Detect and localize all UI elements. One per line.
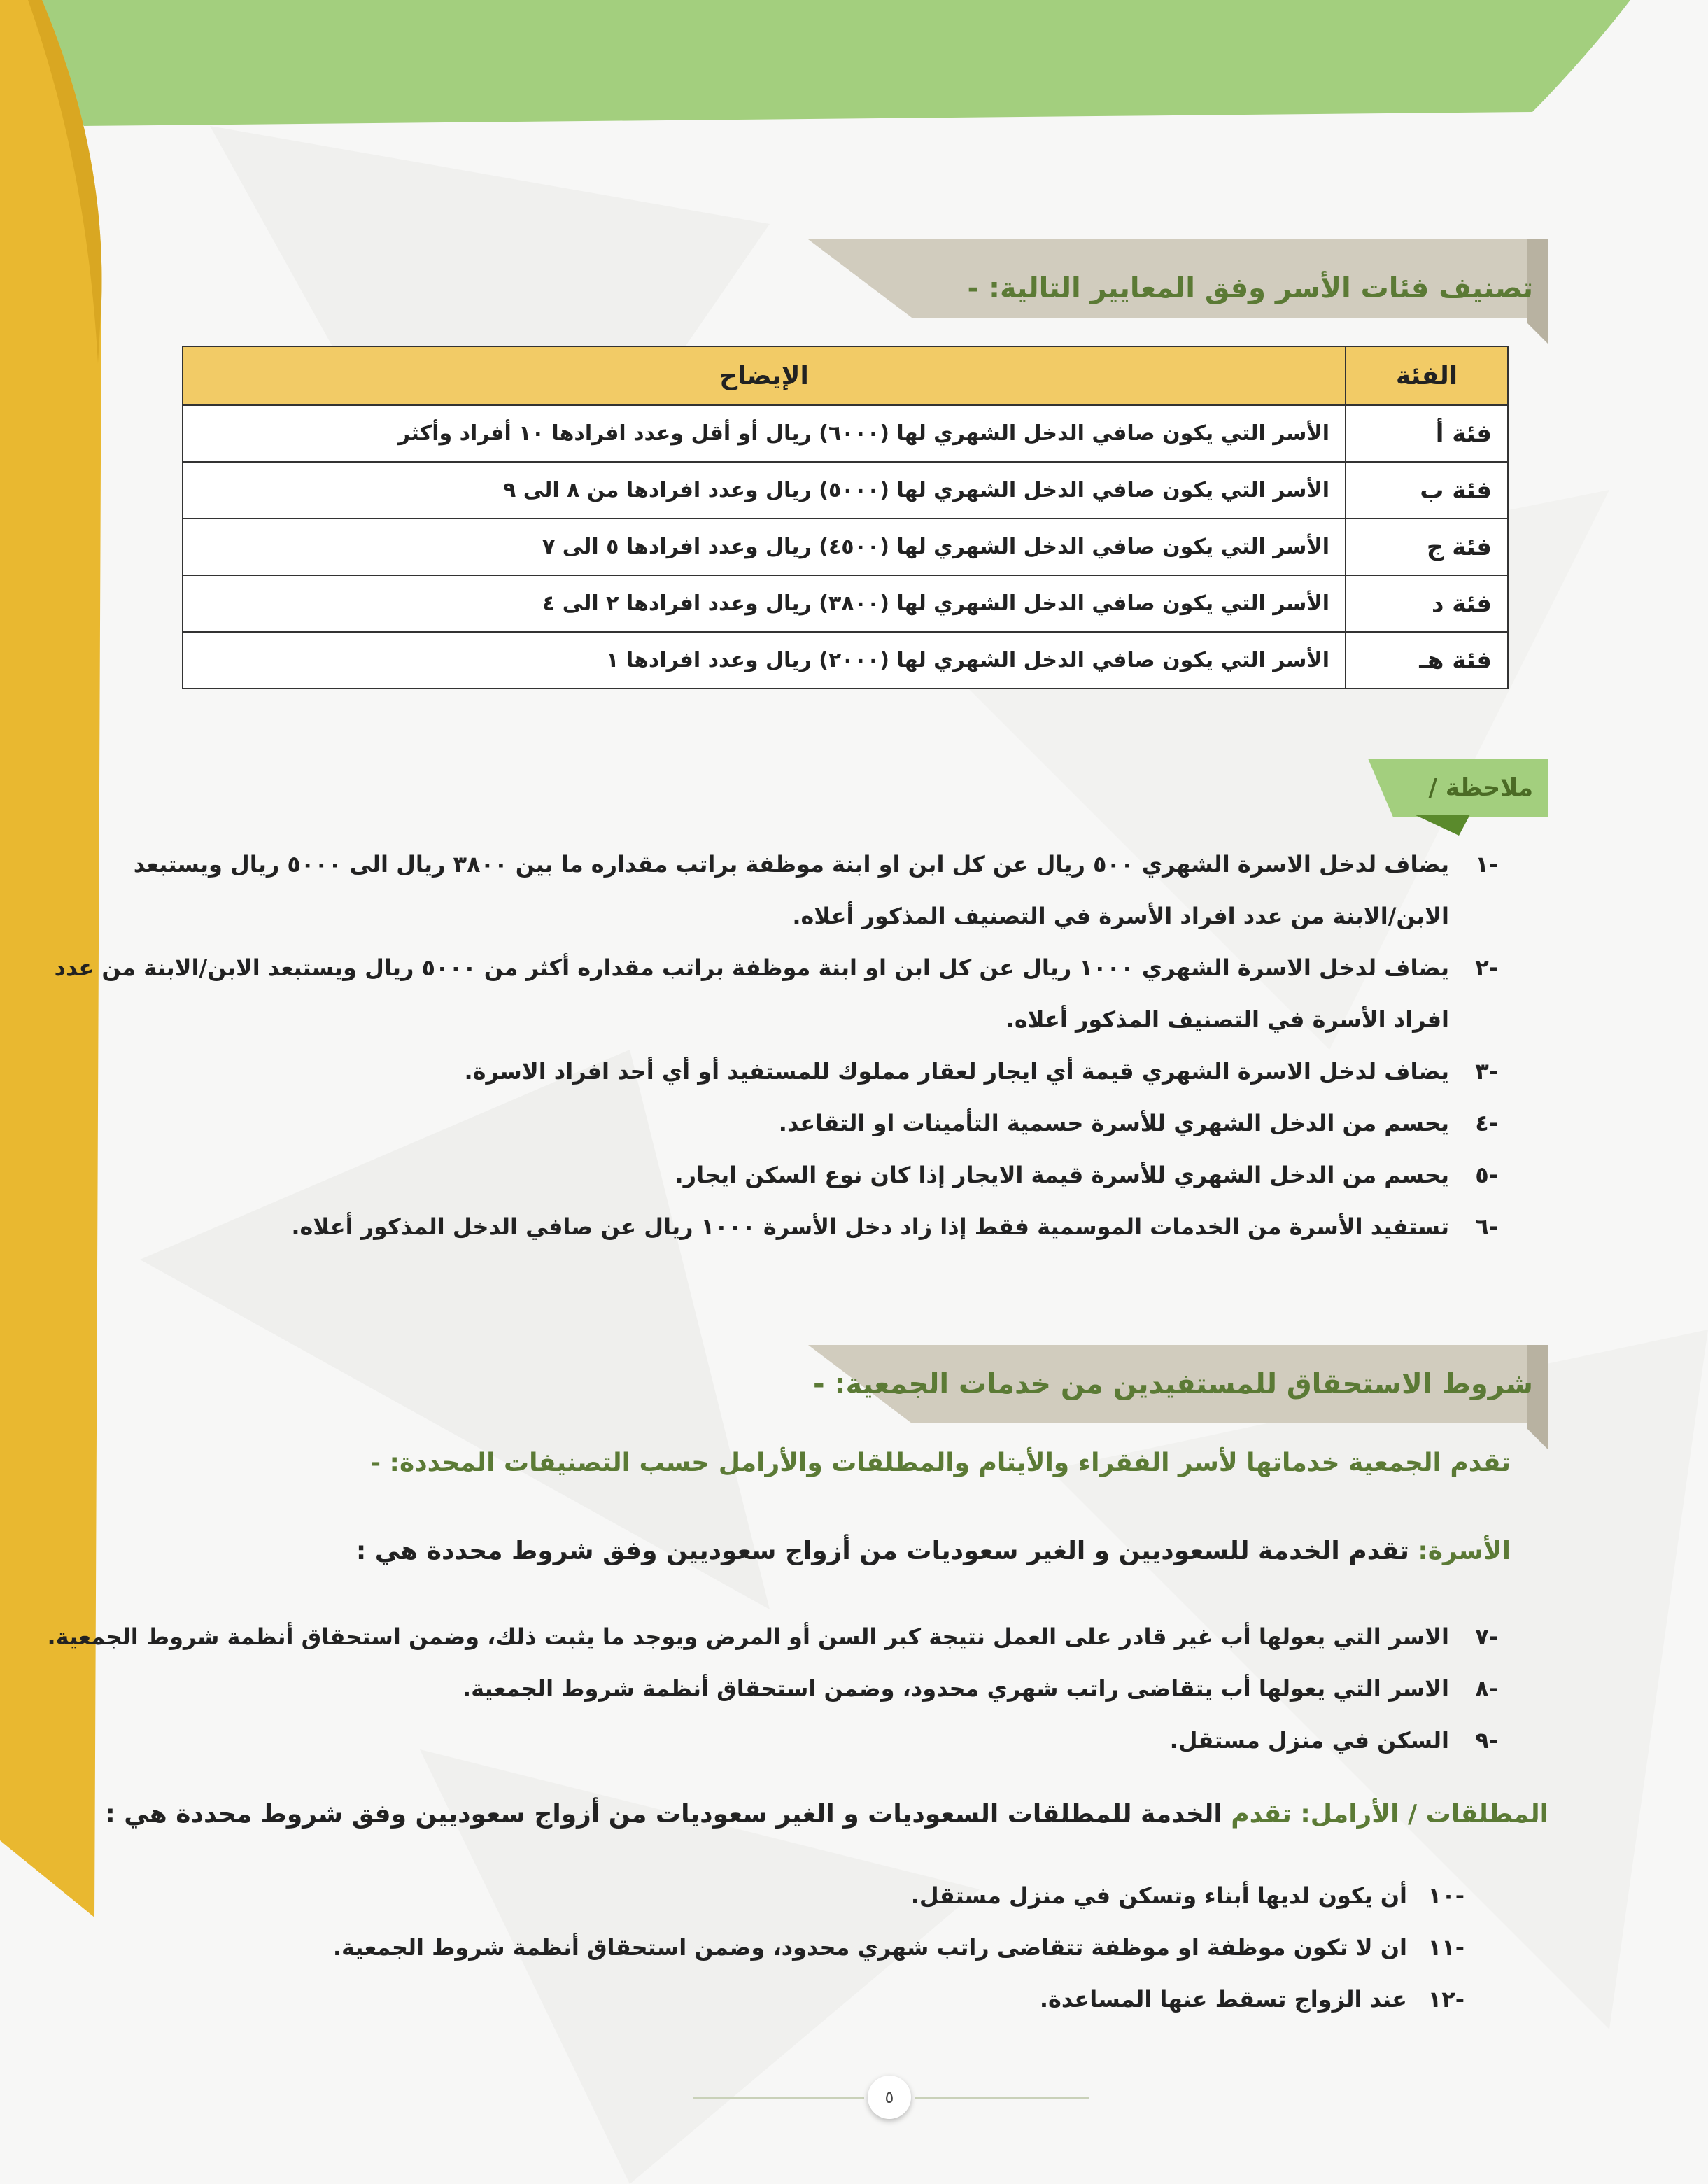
table-row: [183, 519, 1508, 575]
widows-text: الخدمة للمطلقات السعوديات و الغير سعوديات من أزواج سعوديين وفق شروط محددة هي :: [105, 1800, 1231, 1829]
list-number: -٢: [1475, 954, 1498, 981]
family-heading: [356, 1537, 1511, 1565]
list-number: -٥: [1475, 1162, 1498, 1188]
description-cell: الأسر التي يكون صافي الدخل الشهري لها (٤٥٠٠) ريال وعدد افرادها ٥ الى ٧: [183, 519, 1346, 575]
note-item-line: يضاف لدخل الاسرة الشهري ٥٠٠ ريال عن كل ابن او ابنة موظفة براتب مقداره ما بين ٣٨٠٠ ريال الى ٥٠٠٠ ريال ويستبعد: [133, 851, 1449, 878]
list-number: -٨: [1475, 1675, 1498, 1702]
note-item-line: افراد الأسرة في التصنيف المذكور أعلاه.: [1005, 1006, 1449, 1033]
category-cell: فئة أ: [1346, 405, 1508, 462]
table-row: [183, 462, 1508, 519]
family-label: الأسرة:: [1418, 1537, 1511, 1565]
list-number: -١٢: [1427, 1986, 1464, 2013]
note-item-line: تستفيد الأسرة من الخدمات الموسمية فقط إذا زاد دخل الأسرة ١٠٠٠ ريال عن صافي الدخل المذكور أعلاه.: [291, 1213, 1449, 1240]
widows-condition: عند الزواج تسقط عنها المساعدة.: [1039, 1986, 1407, 2013]
description-cell: الأسر التي يكون صافي الدخل الشهري لها (٢٠٠٠) ريال وعدد افرادها ١: [183, 632, 1346, 689]
page-rule-left: [693, 2097, 864, 2099]
widows-condition: أن يكون لديها أبناء وتسكن في منزل مستقل.: [910, 1882, 1407, 1909]
widows-condition: ان لا تكون موظفة او موظفة تتقاضى راتب شهري محدود، وضمن استحقاق أنظمة شروط الجمعية.: [332, 1934, 1407, 1961]
table-row: [183, 405, 1508, 462]
widows-heading: [105, 1800, 1548, 1829]
table-row: [183, 632, 1508, 689]
description-cell: الأسر التي يكون صافي الدخل الشهري لها (٦٠٠٠) ريال أو أقل وعدد افرادها ١٠ أفراد وأكثر: [183, 405, 1346, 462]
family-condition: السكن في منزل مستقل.: [1169, 1727, 1449, 1754]
note-item-line: يحسم من الدخل الشهري للأسرة حسمية التأمينات او التقاعد.: [778, 1110, 1449, 1136]
family-condition: الاسر التي يعولها أب يتقاضى راتب شهري محدود، وضمن استحقاق أنظمة شروط الجمعية.: [462, 1675, 1449, 1702]
family-text: تقدم الخدمة للسعوديين و الغير سعوديات من أزواج سعوديين وفق شروط محددة هي :: [355, 1537, 1418, 1565]
list-number: -٩: [1475, 1727, 1498, 1754]
list-number: -١١: [1427, 1934, 1464, 1961]
note-label: ملاحظة /: [1428, 774, 1533, 802]
note-item-line: يضاف لدخل الاسرة الشهري قيمة أي ايجار لعقار مملوك للمستفيد أو أي أحد افراد الاسرة.: [464, 1058, 1449, 1085]
note-item-line: يضاف لدخل الاسرة الشهري ١٠٠٠ ريال عن كل ابن او ابنة موظفة براتب مقداره أكثر من ٥٠٠٠ ريال ويستبعد الابن/الابنة من عدد: [54, 954, 1449, 981]
note-item-line: يحسم من الدخل الشهري للأسرة قيمة الايجار إذا كان نوع السكن ايجار.: [675, 1162, 1449, 1188]
categories-table: [182, 346, 1509, 689]
list-number: -١٠: [1427, 1882, 1464, 1909]
eligibility-intro: تقدم الجمعية خدماتها لأسر الفقراء والأيتام والمطلقات والأرامل حسب التصنيفات المحددة: -: [370, 1449, 1511, 1477]
table-row: [183, 575, 1508, 632]
widows-label: المطلقات / الأرامل: تقدم: [1231, 1800, 1548, 1829]
list-number: -١: [1475, 851, 1498, 878]
category-cell: فئة ب: [1346, 462, 1508, 519]
page-rule-right: [915, 2097, 1089, 2099]
family-condition: الاسر التي يعولها أب غير قادر على العمل نتيجة كبر السن أو المرض ويوجد ما يثبت ذلك، وضمن استحقاق أنظمة شروط الجمعية.: [47, 1623, 1449, 1650]
table-header-category: الفئة: [1346, 346, 1508, 405]
list-number: -٣: [1475, 1058, 1498, 1085]
description-cell: الأسر التي يكون صافي الدخل الشهري لها (٥٠٠٠) ريال وعدد افرادها من ٨ الى ٩: [183, 462, 1346, 519]
page-number: ٥: [868, 2076, 911, 2119]
note-item-line: الابن/الابنة من عدد افراد الأسرة في التصنيف المذكور أعلاه.: [792, 903, 1449, 929]
category-cell: فئة هـ: [1346, 632, 1508, 689]
list-number: -٧: [1475, 1623, 1498, 1650]
list-number: -٤: [1475, 1110, 1498, 1136]
description-cell: الأسر التي يكون صافي الدخل الشهري لها (٣٨٠٠) ريال وعدد افرادها ٢ الى ٤: [183, 575, 1346, 632]
section-title-categories: تصنيف فئات الأسر وفق المعايير التالية: -: [967, 272, 1533, 304]
category-cell: فئة د: [1346, 575, 1508, 632]
table-header-description: الإيضاح: [183, 346, 1346, 405]
category-cell: فئة ج: [1346, 519, 1508, 575]
list-number: -٦: [1475, 1213, 1498, 1240]
section-title-eligibility: شروط الاستحقاق للمستفيدين من خدمات الجمعية: -: [813, 1368, 1533, 1400]
